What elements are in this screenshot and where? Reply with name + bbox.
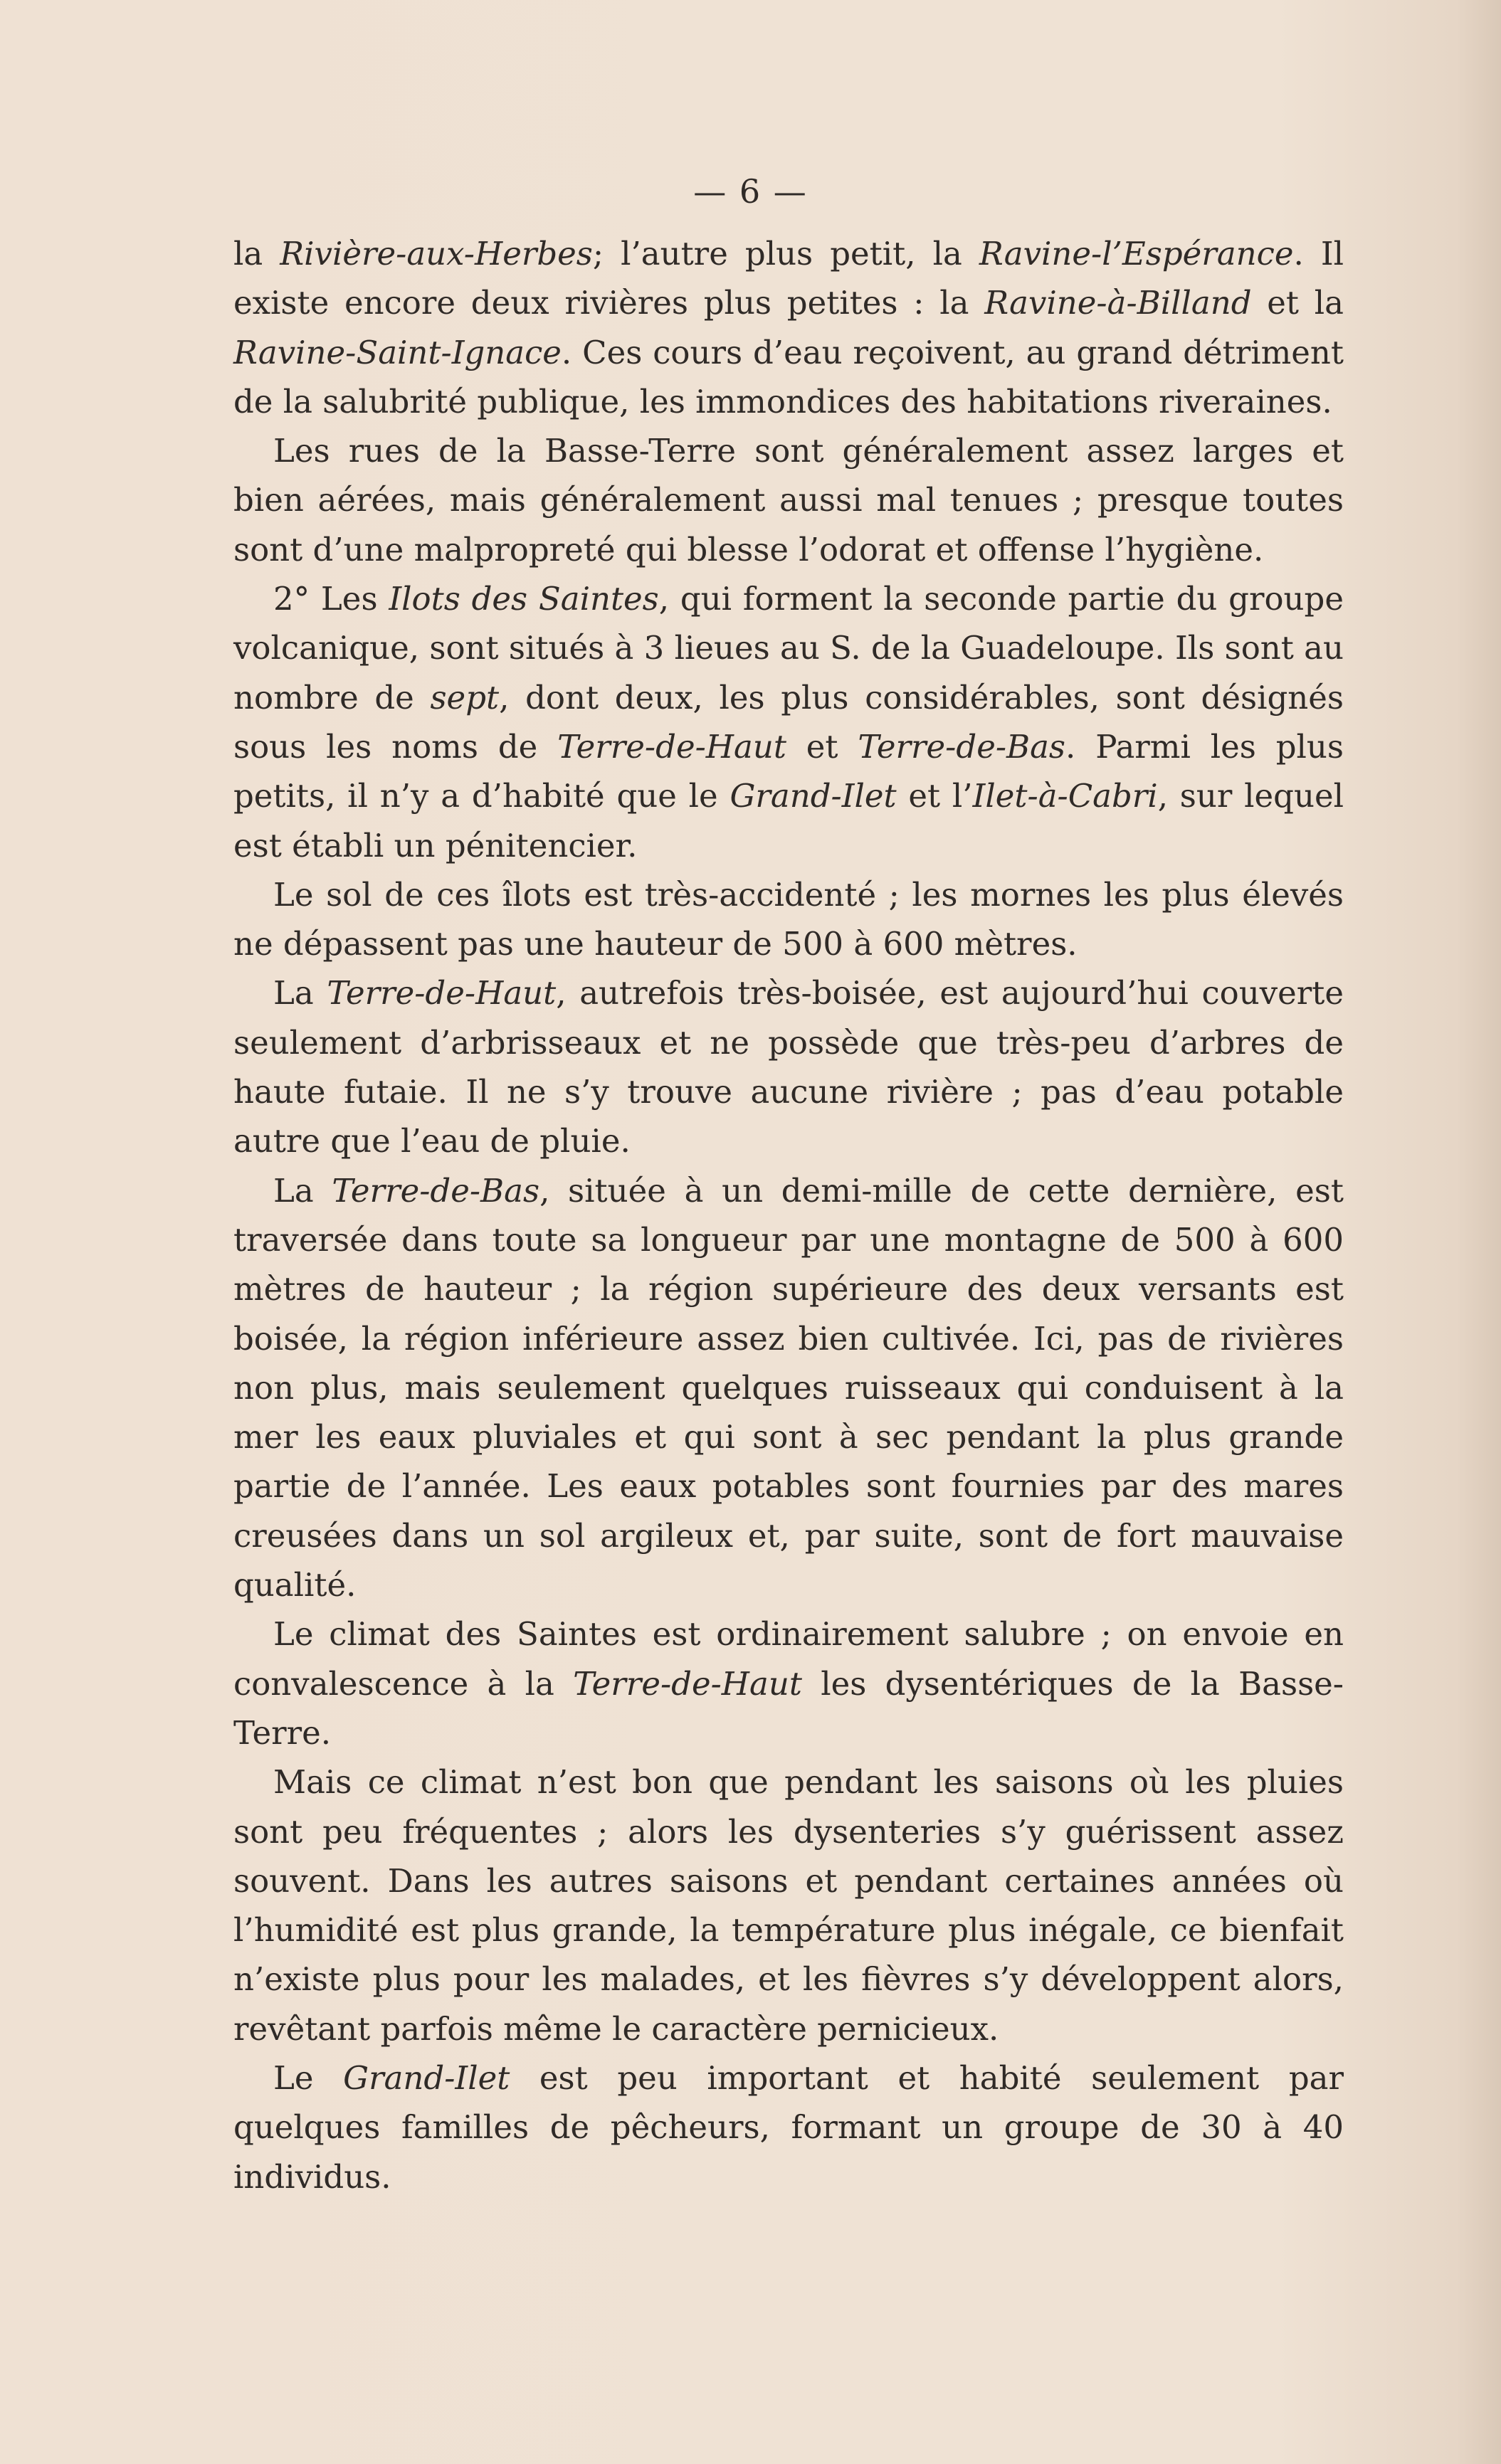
italic-text: Terre-de-Haut (573, 1664, 802, 1703)
text-segment: . Parmi les plus petits, il n’y a d’habité que le (233, 727, 1344, 815)
paragraph (233, 229, 1344, 426)
italic-text: Ilots des Saintes (389, 580, 659, 618)
italic-text: Ravine-Saint-Ignace (233, 333, 562, 371)
italic-text: Ilet-à-Cabri (972, 777, 1158, 815)
italic-text: Rivière-aux-Herbes (280, 235, 593, 273)
paragraph (233, 574, 1344, 870)
paragraph (233, 1166, 1344, 1610)
text-segment: , sur lequel est établi un pénitencier. (233, 777, 1344, 864)
paragraph (233, 1757, 1344, 2053)
italic-text: Terre-de-Haut (327, 974, 557, 1012)
text-segment: et (786, 727, 858, 766)
paragraph (233, 870, 1344, 969)
text-segment: La (273, 1171, 332, 1210)
body-text (233, 229, 1344, 2201)
italic-text: sept (430, 678, 500, 717)
text-segment: Le (273, 2058, 344, 2097)
text-segment: Les rues de la Basse-Terre sont généralement assez larges et bien aérées, mais généralement aussi mal tenues ; presque toutes sont d’une malpropreté qui blesse l’odorat et offense l’hygiène. (233, 432, 1344, 569)
text-segment: Le sol de ces îlots est très-accidenté ; les mornes les plus élevés ne dépassent pas une hauteur de 500 à 600 mètres. (233, 875, 1344, 963)
text-segment: ; l’autre plus petit, la (592, 235, 979, 273)
text-segment: la (233, 235, 280, 273)
paragraph (233, 426, 1344, 574)
text-segment: Mais ce climat n’est bon que pendant les saisons où les pluies sont peu fréquentes ; alors les dysenteries s’y guérissent assez souvent. Dans les autres saisons et pendant certaines années où l’humidité est plus grande, la température plus inégale, ce bienfait n’existe plus pour les malades, et les fièvres s’y développent alors, revêtant parfois même le caractère pernicieux. (233, 1763, 1344, 2048)
text-segment: , qui forment la seconde partie du groupe volcanique, sont situés à 3 lieues au S. de la Guadeloupe. Ils sont au nombre de (233, 580, 1344, 717)
text-segment: est peu important et habité seulement par quelques familles de pêcheurs, formant un groupe de 30 à 40 individus. (233, 2058, 1344, 2196)
paragraph (233, 2053, 1344, 2201)
text-segment: les dysentériques de la Basse-Terre. (233, 1664, 1344, 1752)
italic-text: Terre-de-Haut (557, 727, 786, 766)
text-segment: et la (1251, 284, 1344, 322)
italic-text: Terre-de-Bas (858, 727, 1066, 766)
text-segment: . Il existe encore deux rivières plus petites : la (233, 235, 1344, 322)
italic-text: Terre-de-Bas (332, 1171, 540, 1210)
italic-text: Grand-Ilet (343, 2058, 510, 2097)
page-number: — 6 — (693, 172, 808, 211)
paragraph (233, 1609, 1344, 1757)
italic-text: Ravine-à-Billand (984, 284, 1252, 322)
text-segment: La (273, 974, 327, 1012)
text-segment: , autrefois très-boisée, est aujourd’hui couverte seulement d’arbrisseaux et ne possède que très-peu d’arbres de haute futaie. Il ne s’y trouve aucune rivière ; pas d’eau potable autre que l’eau de pluie. (233, 974, 1344, 1160)
paragraph (233, 968, 1344, 1165)
text-segment: , dont deux, les plus considérables, sont désignés sous les noms de (233, 678, 1344, 766)
text-segment: Le climat des Saintes est ordinairement salubre ; on envoie en convalescence à la (233, 1615, 1344, 1703)
text-segment: . Ces cours d’eau reçoivent, au grand détriment de la salubrité publique, les immondices des habitations riveraines. (233, 333, 1344, 421)
text-segment: et l’ (896, 777, 973, 815)
text-segment: , située à un demi-mille de cette dernière, est traversée dans toute sa longueur par une montagne de 500 à 600 mètres de hauteur ; la région supérieure des deux versants est boisée, la région inférieure assez bien cultivée. Ici, pas de rivières non plus, mais seulement quelques ruisseaux qui conduisent à la mer les eaux pluviales et qui sont à sec pendant la plus grande partie de l’année. Les eaux potables sont fournies par des mares creusées dans un sol argileux et, par suite, sont de fort mauvaise qualité. (233, 1171, 1344, 1604)
italic-text: Ravine-l’Espérance (979, 235, 1294, 273)
text-segment: 2° Les (273, 580, 389, 618)
italic-text: Grand-Ilet (730, 777, 897, 815)
